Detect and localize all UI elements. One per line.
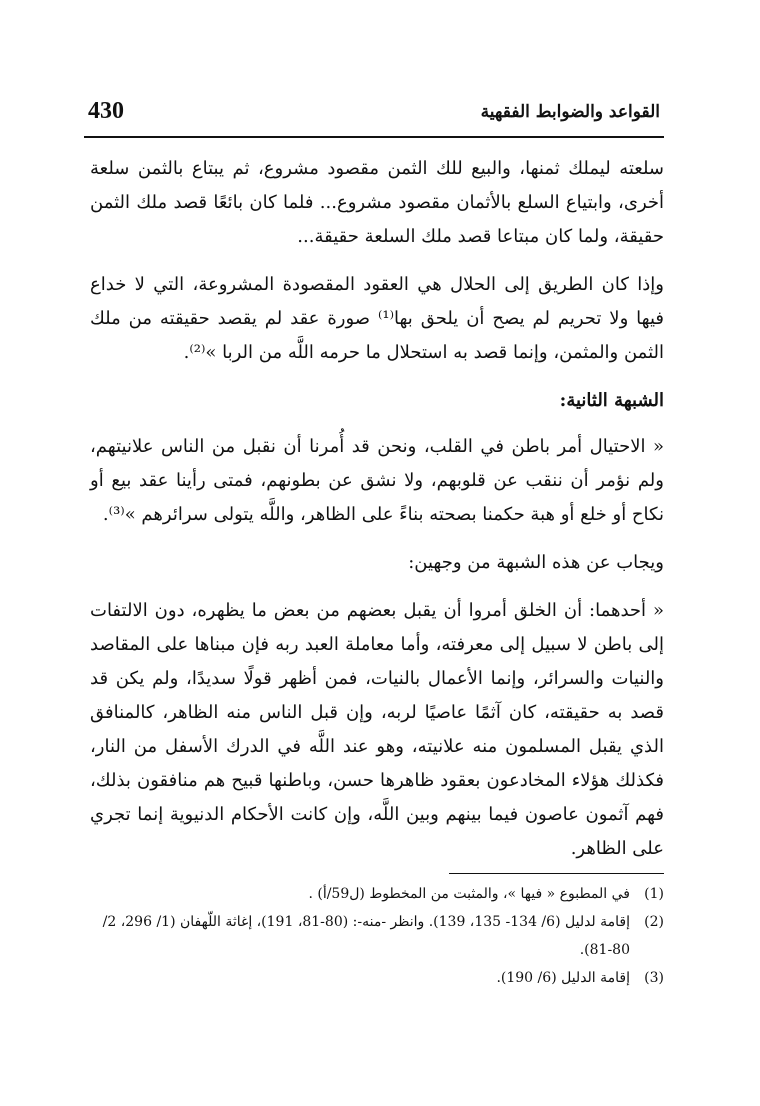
- running-title: القواعد والضوابط الفقهية: [480, 102, 660, 122]
- footnote-number: (3): [644, 970, 664, 986]
- paragraph-5: « أحدهما: أن الخلق أمروا أن يقبل بعضهم من بعض ما يظهره، دون الالتفات إلى باطن لا سبيل إلى معرفته، وأما معاملة العبد ربه فإن مبناها على المقاصد والنيات والسرائر، وإنما الأعمال بالنيات، فمن أظهر قولًا سديدًا، ولم يكن قد قصد به حقيقته، كان آثمًا عاصيًا لربه، وإن قبل الناس منه الظاهر، كالمنافق الذي يقبل المسلمون منه علانيته، وهو عند اللَّه في الدرك الأسفل من النار، فكذلك هؤلاء المخادعون بعقود ظاهرها حسن، وباطنها قبيح هم منافقون بذلك، فهم آثمون عاصون فيما بينهم وبين اللَّه، وإن كانت الأحكام الدنيوية إنما تجري على الظاهر.: [90, 600, 664, 859]
- section-heading: الشبهة الثانية:: [559, 390, 664, 411]
- footnote-number: (2): [644, 914, 664, 930]
- footnote-divider: [449, 873, 664, 874]
- main-text: [90, 152, 664, 880]
- footnote: [90, 880, 664, 908]
- footnote-text: في المطبوع « فيها »، والمثبت من المخطوط (ل59/أ) .: [308, 886, 630, 902]
- footnote-number: (1): [644, 886, 664, 902]
- paragraph-1: سلعته ليملك ثمنها، والبيع للك الثمن مقصود مشروع، ثم يبتاع بالثمن سلعة أخرى، وابتياع السلع بالأثمان مقصود مشروع... فلما كان بائعًا قصد ملك الثمن حقيقة، ولما كان مبتاعا قصد ملك السلعة حقيقة...: [90, 158, 664, 247]
- page-number: 430: [88, 98, 124, 124]
- footnotes: [90, 880, 664, 992]
- footnote-text: إقامة لدليل (6/ 134- 135، 139). وانظر -منه-: (80-81، 191)، إغاثة اللّهفان (1/ 296، 2/ 80-81).: [102, 914, 630, 958]
- page-header: [84, 96, 664, 138]
- footnote: [90, 964, 664, 992]
- footnote: [90, 908, 664, 964]
- paragraph-4: ويجاب عن هذه الشبهة من وجهين:: [408, 552, 664, 573]
- paragraph-3: « الاحتيال أمر باطن في القلب، ونحن قد أُمرنا أن نقبل من الناس علانيتهم، ولم نؤمر أن ننقب عن قلوبهم، ولا نشق عن بطونهم، فمتى رأينا عقد بيع أو نكاح أو خلع أو هبة حكمنا بصحته بناءً على الظاهر، واللَّه يتولى سرائرهم »⁽³⁾.: [90, 436, 664, 525]
- paragraph-2: وإذا كان الطريق إلى الحلال هي العقود المقصودة المشروعة، التي لا خداع فيها ولا تحريم لم يصح أن يلحق بها⁽¹⁾ صورة عقد لم يقصد حقيقته من ملك الثمن والمثمن، وإنما قصد به استحلال ما حرمه اللَّه من الربا »⁽²⁾.: [90, 274, 664, 363]
- footnote-text: إقامة الدليل (6/ 190).: [496, 970, 630, 986]
